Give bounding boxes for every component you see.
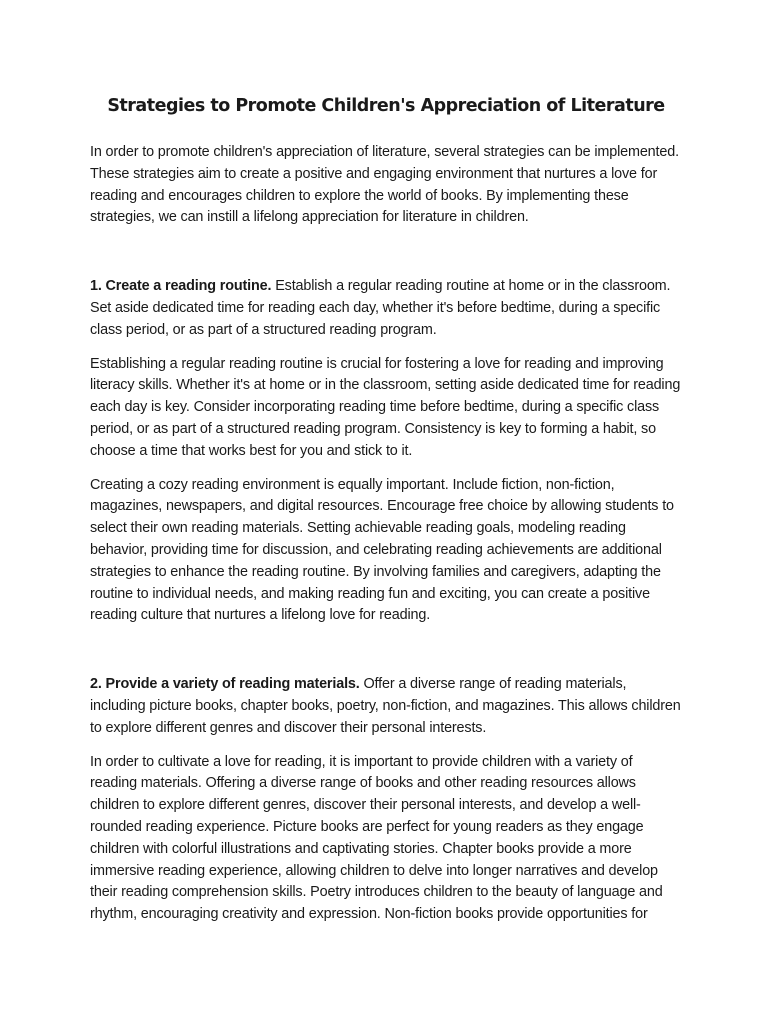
section-summary-paragraph	[90, 674, 682, 739]
section-summary: Establish a regular reading routine at home or in the classroom. Set aside dedicated time for reading each day, whether it's before bedtime, during a specific class period, or as part of a structured reading program.	[90, 278, 671, 338]
section-heading: 1. Create a reading routine.	[90, 278, 272, 295]
document-title: Strategies to Promote Children's Appreciation of Literature	[107, 96, 665, 116]
intro-paragraph: In order to promote children's appreciation of literature, several strategies can be implemented. These strategies aim to create a positive and engaging environment that nurtures a love for reading and encourages children to explore the world of books. By implementing these strategies, we can instill a lifelong appreciation for literature in children.	[90, 144, 679, 226]
section-spacer	[90, 627, 682, 674]
body-paragraph: In order to cultivate a love for reading, it is important to provide children with a variety of reading materials. Offering a diverse range of books and other reading resources allows children to explore different genres, discover their personal interests, and develop a well-rounded reading experience. Picture books are perfect for young readers as they engage children with colorful illustrations and captivating stories. Chapter books provide a more immersive reading experience, allowing children to delve into longer narratives and develop their reading comprehension skills. Poetry introduces children to the beauty of language and rhythm, encouraging creativity and expression. Non-fiction books provide opportunities for	[90, 753, 663, 923]
document-page	[90, 94, 682, 926]
section-summary-paragraph	[90, 276, 682, 341]
section-heading: 2. Provide a variety of reading materials.	[90, 676, 360, 693]
section-reading-materials	[90, 674, 682, 926]
body-paragraph: Establishing a regular reading routine is crucial for fostering a love for reading and improving literacy skills. Whether it's at home or in the classroom, setting aside dedicated time for reading each day is key. Consider incorporating reading time before bedtime, during a specific class period, or as part of a structured reading program. Consistency is key to forming a habit, so choose a time that works best for you and stick to it.	[90, 355, 681, 459]
section-spacer	[90, 229, 682, 276]
body-paragraph: Creating a cozy reading environment is equally important. Include fiction, non-fiction, magazines, newspapers, and digital resources. Encourage free choice by allowing students to select their own reading materials. Setting achievable reading goals, modeling reading behavior, providing time for discussion, and celebrating reading achievements are additional strategies to enhance the reading routine. By involving families and caregivers, adapting the routine to individual needs, and making reading fun and exciting, you can create a positive reading culture that nurtures a lifelong love for reading.	[90, 476, 674, 624]
section-summary: Offer a diverse range of reading materials, including picture books, chapter books, poetry, non-fiction, and magazines. This allows children to explore different genres and discover their personal interests.	[90, 676, 681, 736]
section-reading-routine	[90, 276, 682, 627]
